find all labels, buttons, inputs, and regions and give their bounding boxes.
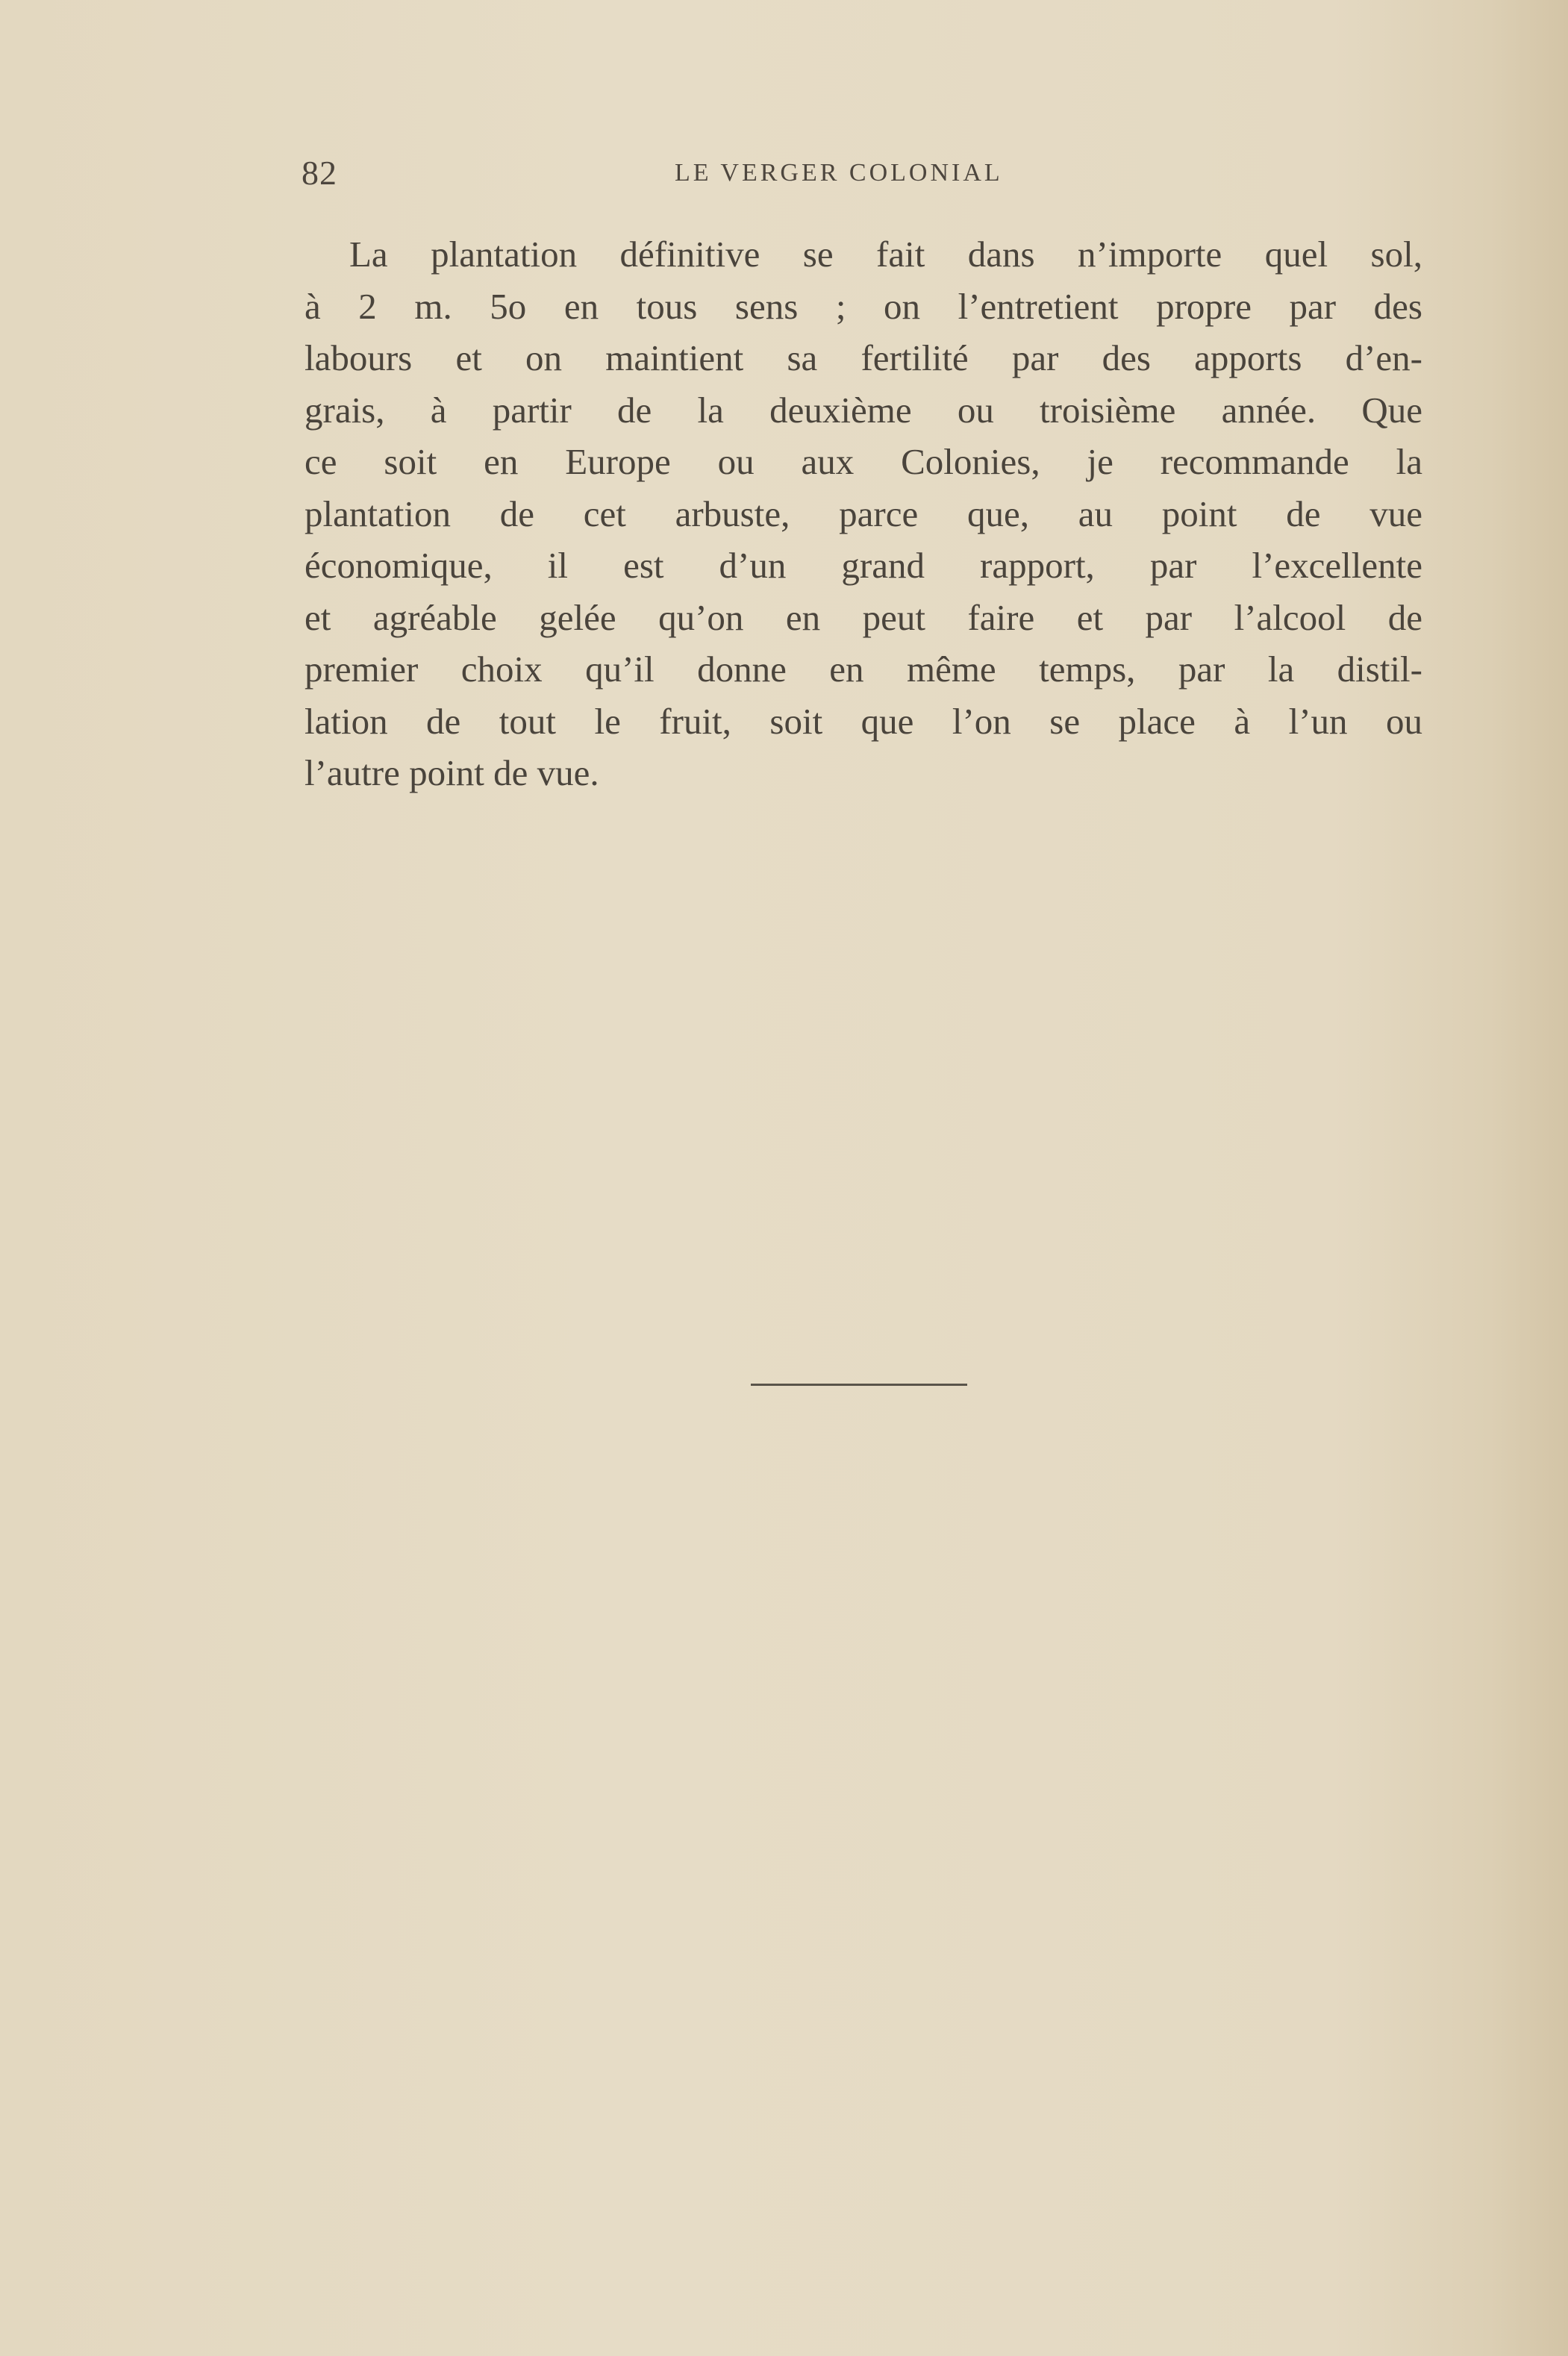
section-end-rule (751, 1384, 967, 1386)
text-line: économique, il est d’un grand rapport, par l’excellente (304, 545, 1422, 586)
page-header (302, 153, 1421, 198)
text-line: et agréable gelée qu’on en peut faire et par l’alcool de (304, 596, 1422, 638)
text-line: plantation de cet arbuste, parce que, au point de vue (304, 493, 1422, 534)
text-line: à 2 m. 5o en tous sens ; on l’entretient propre par des (304, 285, 1422, 327)
text-line: premier choix qu’il donne en même temps, par la distil- (304, 649, 1422, 690)
page-number: 82 (302, 154, 337, 192)
text-line: grais, à partir de la deuxième ou troisième année. Que (304, 389, 1422, 431)
text-line: La plantation définitive se fait dans n’importe quel sol, (349, 234, 1422, 275)
text-line: labours et on maintient sa fertilité par des apports d’en- (304, 337, 1422, 378)
text-line: ce soit en Europe ou aux Colonies, je recommande la (304, 441, 1422, 482)
running-title: LE VERGER COLONIAL (675, 159, 1003, 187)
text-line: l’autre point de vue. (304, 752, 599, 793)
body-paragraph (304, 228, 1422, 799)
text-line: lation de tout le fruit, soit que l’on se place à l’un ou (304, 700, 1422, 742)
